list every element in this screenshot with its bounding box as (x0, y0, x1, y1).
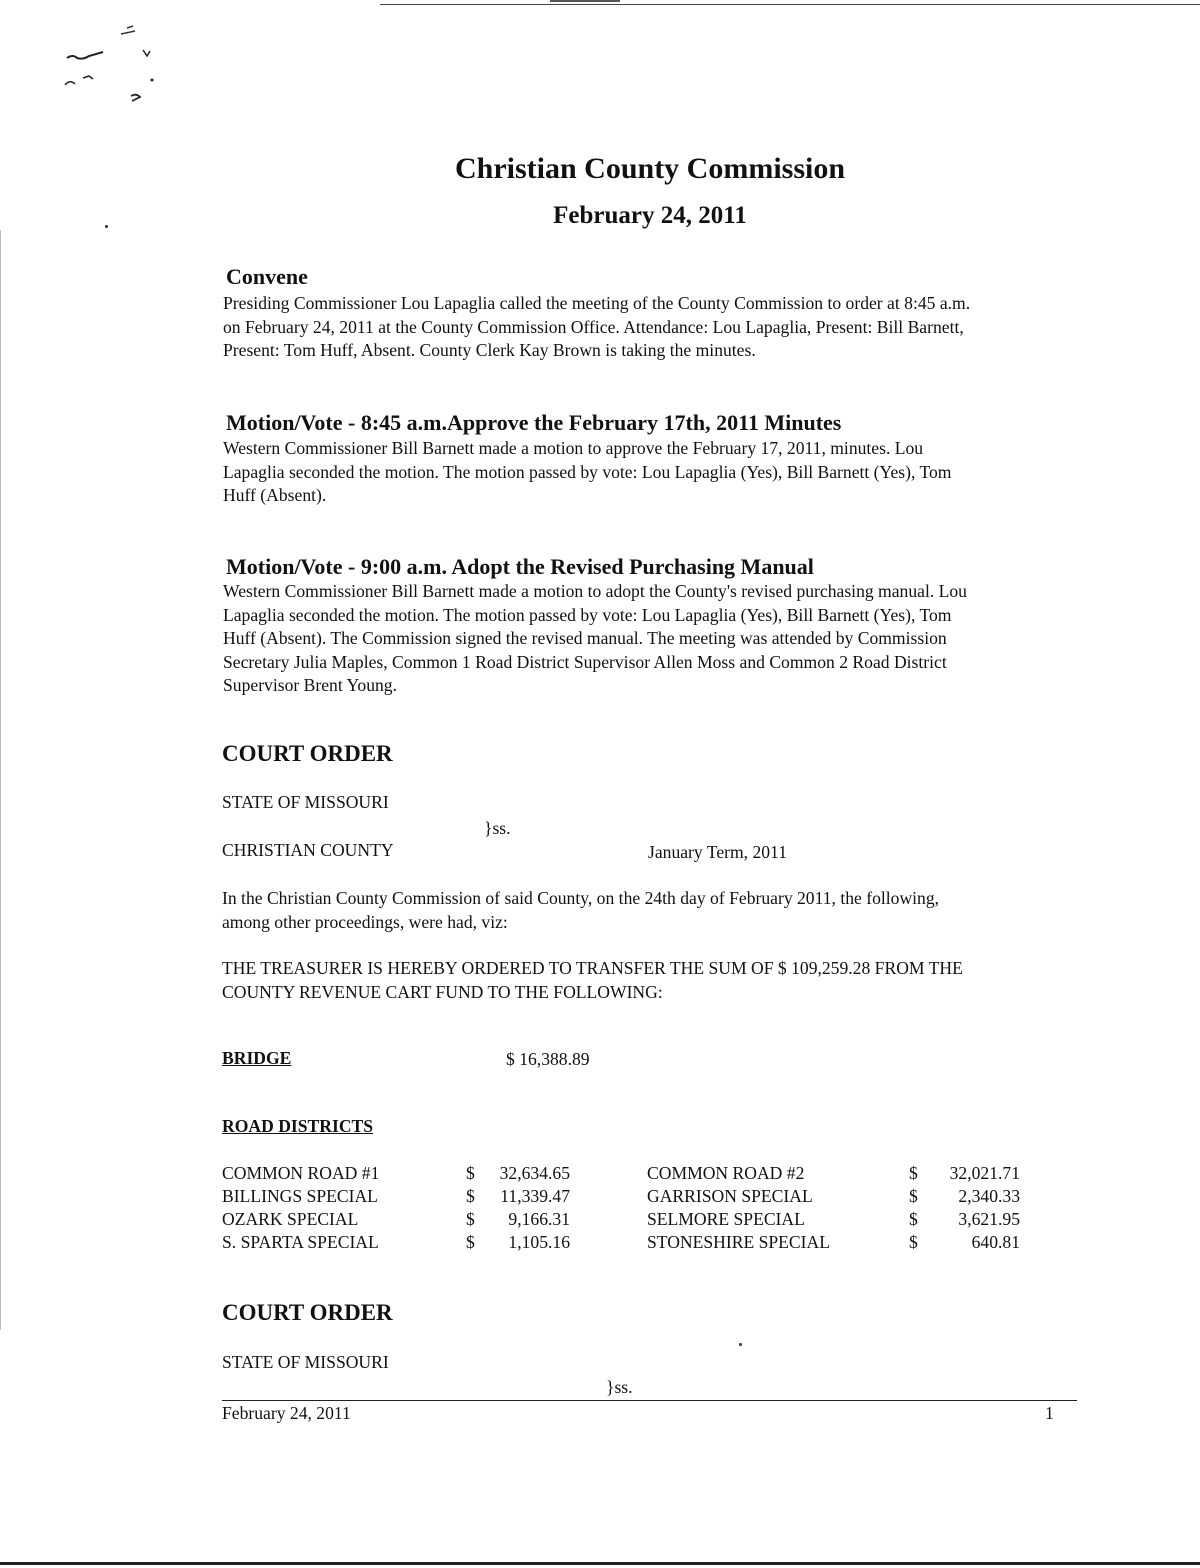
road-districts-table (222, 1163, 1042, 1263)
scan-speck (739, 1343, 742, 1346)
motion2-paragraph (223, 580, 1123, 698)
document-date: February 24, 2011 (553, 202, 747, 229)
dollar-sign: $ (909, 1209, 918, 1229)
district-amount: 3,621.95 (958, 1209, 1020, 1229)
district-name: GARRISON SPECIAL (647, 1186, 813, 1206)
motion1-line: Huff (Absent). (223, 485, 327, 505)
district-amount: 32,634.65 (499, 1163, 570, 1183)
district-amount: 640.81 (971, 1232, 1020, 1252)
term-label: January Term, 2011 (648, 842, 787, 862)
district-amount: 2,340.33 (958, 1186, 1020, 1206)
motion1-heading: Motion/Vote - 8:45 a.m.Approve the February 17th, 2011 Minutes (226, 410, 842, 435)
convene-heading: Convene (226, 264, 308, 289)
motion2-heading: Motion/Vote - 9:00 a.m. Adopt the Revised Purchasing Manual (226, 554, 814, 579)
dollar-sign: $ (466, 1163, 475, 1183)
preamble-line: In the Christian County Commission of said County, on the 24th day of February 2011, the following, (222, 888, 940, 908)
district-name: COMMON ROAD #1 (222, 1163, 380, 1183)
district-amount: 32,021.71 (949, 1163, 1020, 1183)
page-number: 1 (1045, 1403, 1054, 1423)
bridge-label: BRIDGE (222, 1048, 292, 1068)
district-name: SELMORE SPECIAL (647, 1209, 805, 1229)
convene-line: Present: Tom Huff, Absent. County Clerk Kay Brown is taking the minutes. (223, 340, 756, 360)
road-row (222, 1186, 1042, 1209)
court-order-heading: COURT ORDER (222, 1300, 393, 1325)
transfer-order (222, 957, 1122, 1004)
order-line: COUNTY REVENUE CART FUND TO THE FOLLOWING: (222, 981, 663, 1002)
district-amount: 9,166.31 (508, 1209, 570, 1229)
dollar-sign: $ (909, 1186, 918, 1206)
district-name: OZARK SPECIAL (222, 1209, 359, 1229)
motion2-line: Western Commissioner Bill Barnett made a motion to adopt the County's revised purchasing manual. Lou (223, 581, 967, 601)
scan-scribble-marks (55, 20, 165, 110)
district-name: BILLINGS SPECIAL (222, 1186, 378, 1206)
district-amount: 11,339.47 (500, 1186, 570, 1206)
county-label: CHRISTIAN COUNTY (222, 840, 394, 860)
dollar-sign: $ (909, 1163, 918, 1183)
district-amount: 1,105.16 (508, 1232, 570, 1252)
convene-line: on February 24, 2011 at the County Commission Office. Attendance: Lou Lapaglia, Present: Bill Barnett, (223, 316, 964, 337)
convene-line: Presiding Commissioner Lou Lapaglia called the meeting of the County Commission to order at 8:45 a.m. (223, 293, 971, 313)
court-preamble (222, 887, 1122, 934)
motion1-paragraph (223, 437, 1123, 508)
dollar-sign: $ (466, 1209, 475, 1229)
preamble-line: among other proceedings, were had, viz: (222, 911, 508, 932)
bridge-amount: $ 16,388.89 (506, 1049, 590, 1069)
order-line: THE TREASURER IS HEREBY ORDERED TO TRANSFER THE SUM OF $ 109,259.28 FROM THE (222, 958, 963, 978)
document-title: Christian County Commission (454, 152, 846, 185)
state-label: STATE OF MISSOURI (222, 1352, 389, 1372)
dollar-sign: $ (466, 1186, 475, 1206)
scan-top-mark (550, 0, 620, 2)
district-name: COMMON ROAD #2 (647, 1163, 805, 1183)
road-row (222, 1232, 1042, 1255)
district-name: S. SPARTA SPECIAL (222, 1232, 379, 1252)
dollar-sign: $ (909, 1232, 918, 1252)
road-row (222, 1209, 1042, 1232)
scan-top-edge (380, 4, 1200, 5)
motion1-line: Western Commissioner Bill Barnett made a motion to approve the February 17, 2011, minutes. Lou (223, 438, 924, 458)
ss-mark: }ss. (606, 1377, 633, 1397)
road-row (222, 1163, 1042, 1186)
state-label: STATE OF MISSOURI (222, 792, 389, 812)
motion1-line: Lapaglia seconded the motion. The motion passed by vote: Lou Lapaglia (Yes), Bill Barnett (Yes), Tom (223, 461, 952, 482)
convene-paragraph (223, 292, 1123, 363)
road-districts-label: ROAD DISTRICTS (222, 1116, 374, 1136)
motion2-line: Supervisor Brent Young. (223, 675, 397, 695)
district-name: STONESHIRE SPECIAL (647, 1232, 830, 1252)
scan-bottom-edge (0, 1562, 1200, 1565)
ss-mark: }ss. (484, 818, 511, 838)
motion2-line: Lapaglia seconded the motion. The motion passed by vote: Lou Lapaglia (Yes), Bill Barnett (Yes), Tom (223, 604, 952, 625)
motion2-line: Huff (Absent). The Commission signed the revised manual. The meeting was attended by Commission (223, 628, 947, 648)
dollar-sign: $ (466, 1232, 475, 1252)
footer-rule (222, 1400, 1077, 1401)
court-order-heading: COURT ORDER (222, 741, 393, 766)
footer-date: February 24, 2011 (222, 1403, 351, 1423)
motion2-line: Secretary Julia Maples, Common 1 Road District Supervisor Allen Moss and Common 2 Road District (223, 651, 947, 672)
scan-left-edge (0, 230, 1, 1330)
